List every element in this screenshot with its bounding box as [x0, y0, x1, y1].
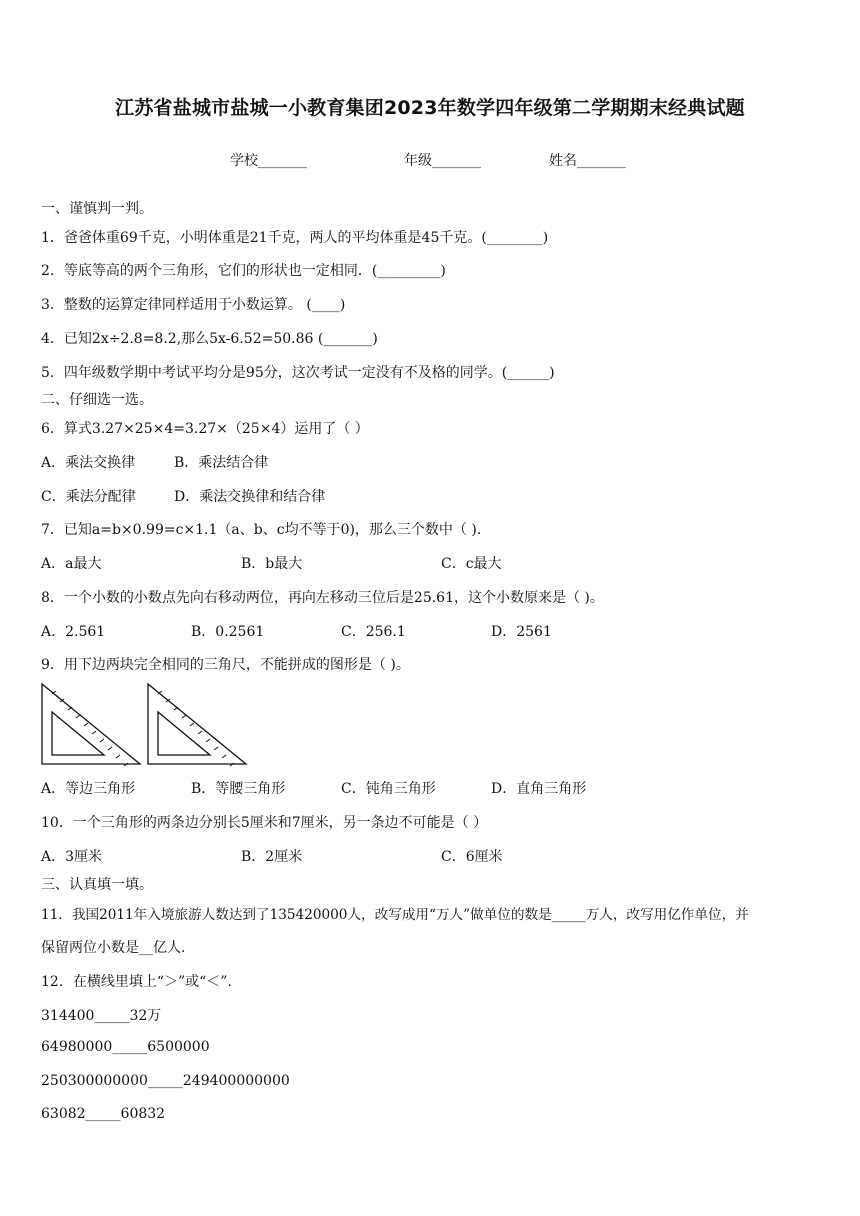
q12-item: 64980000_____6500000 [41, 1039, 210, 1055]
set-square-right [148, 684, 246, 766]
question-11-line-2: 保留两位小数是__亿人. [41, 940, 186, 956]
set-square-figure [40, 682, 252, 768]
question-9: 9．用下边两块完全相同的三角尺，不能拼成的图形是（ )。 [41, 657, 410, 673]
name-field: 姓名_______ [549, 153, 626, 169]
option-q9-b: B．等腰三角形 [191, 781, 286, 797]
option-q10-b: B．2厘米 [241, 849, 303, 865]
option-q10-c: C．6厘米 [441, 849, 503, 865]
option-q6-b: B．乘法结合律 [174, 455, 269, 471]
section-heading-3: 三、认真填一填。 [41, 877, 153, 893]
question-7: 7．已知a=b×0.99=c×1.1（a、b、c均不等于0)，那么三个数中（ ). [41, 522, 482, 538]
set-square-left [42, 684, 140, 766]
option-q9-d: D．直角三角形 [491, 781, 587, 797]
option-q6-d: D．乘法交换律和结合律 [174, 489, 326, 505]
question-2: 2．等底等高的两个三角形，它们的形状也一定相同．(_________) [41, 263, 446, 279]
option-q8-b: B．0.2561 [191, 624, 265, 640]
option-q8-a: A．2.561 [41, 624, 106, 640]
section-heading-2: 二、仔细选一选。 [41, 392, 153, 408]
q12-item: 314400_____32万 [41, 1008, 162, 1024]
question-11-line-1: 11．我国2011年入境旅游人数达到了135420000人，改写成用“万人”做单位的数是_____万人，改写用亿作单位，并 [41, 907, 749, 923]
page-title: 江苏省盐城市盐城一小教育集团2023年数学四年级第二学期期末经典试题 [115, 97, 745, 119]
q12-item: 250300000000_____249400000000 [41, 1073, 290, 1089]
option-q9-a: A．等边三角形 [41, 781, 136, 797]
option-q10-a: A．3厘米 [41, 849, 103, 865]
question-10: 10．一个三角形的两条边分别长5厘米和7厘米，另一条边不可能是（ ） [41, 815, 488, 831]
question-5: 5．四年级数学期中考试平均分是95分，这次考试一定没有不及格的同学。(______) [41, 365, 555, 381]
option-q9-c: C．钝角三角形 [341, 781, 436, 797]
question-12: 12．在横线里填上“＞”或“＜”. [41, 974, 232, 990]
option-q7-c: C．c最大 [441, 556, 502, 572]
question-6: 6．算式3.27×25×4=3.27×（25×4）运用了（ ） [41, 421, 369, 437]
option-q7-a: A．a最大 [41, 556, 102, 572]
option-q6-c: C．乘法分配律 [41, 489, 136, 505]
q12-item: 63082_____60832 [41, 1106, 166, 1122]
grade-field: 年级_______ [404, 153, 481, 169]
option-q7-b: B．b最大 [241, 556, 303, 572]
question-4: 4．已知2x÷2.8=8.2,那么5x-6.52=50.86 (_______) [41, 331, 378, 347]
question-8: 8．一个小数的小数点先向右移动两位，再向左移动三位后是25.61，这个小数原来是（ )。 [41, 590, 604, 606]
question-1: 1．爸爸体重69千克，小明体重是21千克，两人的平均体重是45千克。(________) [41, 230, 549, 246]
option-q6-a: A．乘法交换律 [41, 455, 136, 471]
section-heading-1: 一、谨慎判一判。 [41, 201, 153, 217]
option-q8-d: D．2561 [491, 624, 552, 640]
question-3: 3．整数的运算定律同样适用于小数运算。 (____) [41, 297, 346, 313]
option-q8-c: C．256.1 [341, 624, 406, 640]
school-field: 学校_______ [230, 153, 307, 169]
